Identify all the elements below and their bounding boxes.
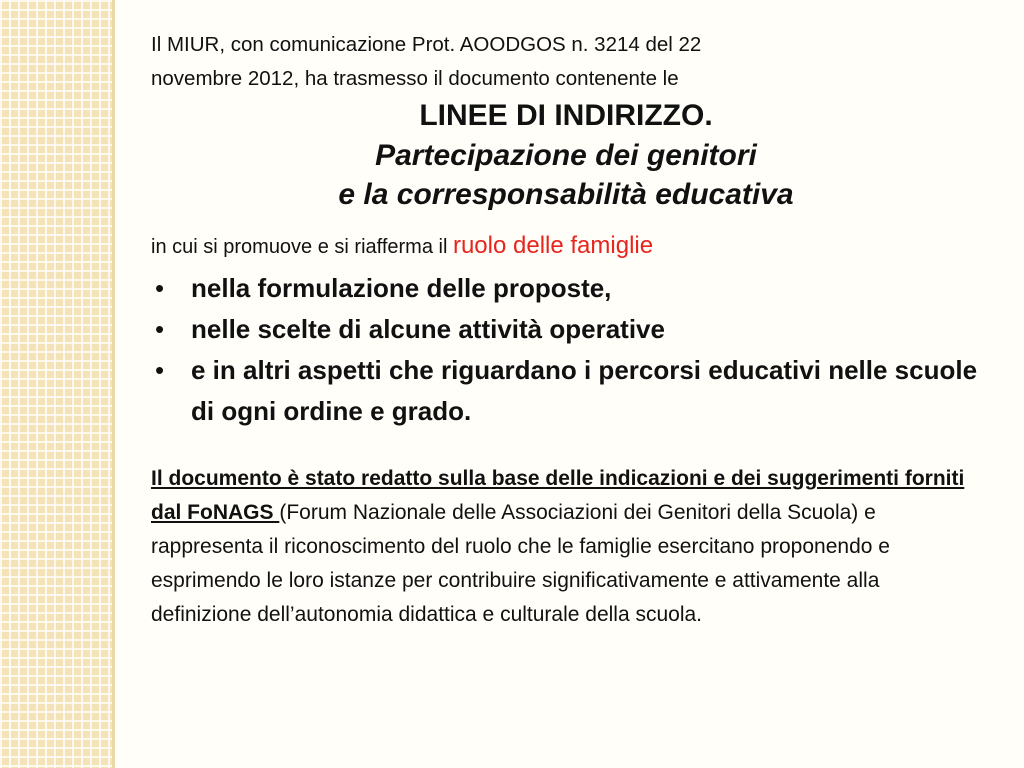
slide-content [151,28,991,632]
bullet-item [151,309,991,350]
promo-lead: in cui si promuove e si riafferma il [151,236,448,258]
bullet-text: e in altri aspetti che riguardano i percorsi educativi nelle scuole di ogni ordine e grado. [191,355,978,426]
bullet-text: nelle scelte di alcune attività operative [191,314,665,344]
bullet-item [151,350,991,432]
intro-line-2: novembre 2012, ha trasmesso il documento contenente le [151,67,679,90]
decorative-side-pattern [0,0,112,768]
document-underlined-text: Il documento è stato redatto sulla base delle indicazioni e dei suggerimenti forniti dal FoNAGS [151,467,965,524]
document-rest-text: (Forum Nazionale delle Associazioni dei Genitori della Scuola) e rappresenta il riconoscimento del ruolo che le famiglie esercitano proponendo e esprimendo le loro istanze per contribuire significativamente e attivamente alla definizione dell’autonomia didattica e culturale della scuola. [151,501,890,626]
document-title: LINEE DI INDIRIZZO. [419,99,713,132]
bullet-icon: • [155,273,165,303]
bullet-icon: • [155,355,165,385]
bullet-text: nella formulazione delle proposte, [191,273,612,303]
intro-paragraph [151,28,991,96]
document-subtitle-line-2: e la corresponsabilità educativa [338,178,794,211]
intro-line-1: Il MIUR, con comunicazione Prot. AOODGOS n. 3214 del 22 [151,33,702,56]
bullet-icon: • [155,314,165,344]
bullet-item [151,268,991,309]
promo-highlight: ruolo delle famiglie [452,232,654,259]
bullet-list [151,268,991,432]
document-paragraph [151,462,983,632]
decorative-side-edge [112,0,115,768]
document-subtitle-line-1: Partecipazione dei genitori [375,139,757,172]
promo-sentence [151,231,991,262]
